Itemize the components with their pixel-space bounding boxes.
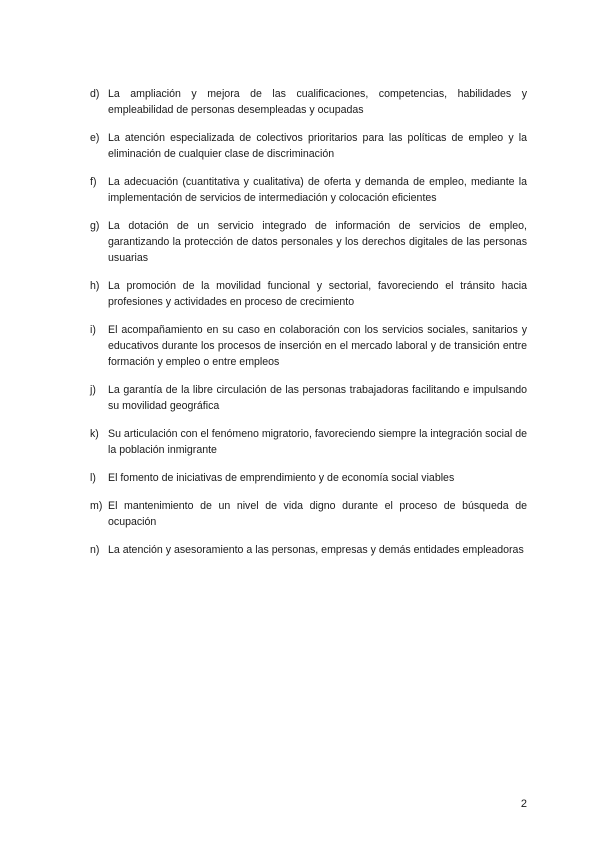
list-item-marker: k)	[90, 428, 99, 440]
list-item-text: El fomento de iniciativas de emprendimiento y de economía social viables	[108, 472, 455, 484]
list-item-text: El mantenimiento de un nivel de vida digno durante el proceso de búsqueda de ocupación	[108, 500, 527, 528]
list-item-text: La garantía de la libre circulación de las personas trabajadoras facilitando e impulsando su movilidad geográfica	[108, 384, 527, 412]
list-item	[90, 174, 527, 206]
list-item-text: La atención especializada de colectivos prioritarios para las políticas de empleo y la eliminación de cualquier clase de discriminación	[108, 132, 527, 160]
list-item-marker: l)	[90, 472, 96, 484]
list-item-marker: e)	[90, 132, 100, 144]
list-item	[90, 218, 527, 266]
list-item-text: La atención y asesoramiento a las personas, empresas y demás entidades empleadoras	[108, 544, 524, 556]
list-item-marker: i)	[90, 324, 96, 336]
list-item-marker: g)	[90, 220, 100, 232]
list-item-text: La adecuación (cuantitativa y cualitativa) de oferta y demanda de empleo, mediante la implementación de servicios de intermediación y colocación eficientes	[108, 176, 527, 204]
list-item-marker: d)	[90, 88, 100, 100]
list-item	[90, 86, 527, 118]
list-item	[90, 426, 527, 458]
page-number: 2	[520, 798, 527, 810]
objectives-list	[90, 86, 527, 570]
list-item	[90, 130, 527, 162]
list-item	[90, 278, 527, 310]
list-item-marker: n)	[90, 544, 100, 556]
list-item-marker: f)	[90, 176, 97, 188]
list-item-text: Su articulación con el fenómeno migratorio, favoreciendo siempre la integración social de la población inmigrante	[108, 428, 527, 456]
list-item-text: La promoción de la movilidad funcional y sectorial, favoreciendo el tránsito hacia profesiones y actividades en proceso de crecimiento	[108, 280, 527, 308]
list-item-marker: j)	[90, 384, 96, 396]
list-item-text: La ampliación y mejora de las cualificaciones, competencias, habilidades y empleabilidad de personas desempleadas y ocupadas	[108, 88, 527, 116]
list-item	[90, 470, 527, 486]
list-item-marker: m)	[90, 500, 103, 512]
list-item-text: La dotación de un servicio integrado de información de servicios de empleo, garantizando la protección de datos personales y los derechos digitales de las personas usuarias	[108, 220, 527, 264]
list-item-marker: h)	[90, 280, 100, 292]
list-item	[90, 498, 527, 530]
list-item-text: El acompañamiento en su caso en colaboración con los servicios sociales, sanitarios y educativos durante los procesos de inserción en el mercado laboral y de transición entre formación y empleo o entre empleos	[108, 324, 527, 368]
list-item	[90, 322, 527, 370]
list-item	[90, 542, 527, 558]
list-item	[90, 382, 527, 414]
